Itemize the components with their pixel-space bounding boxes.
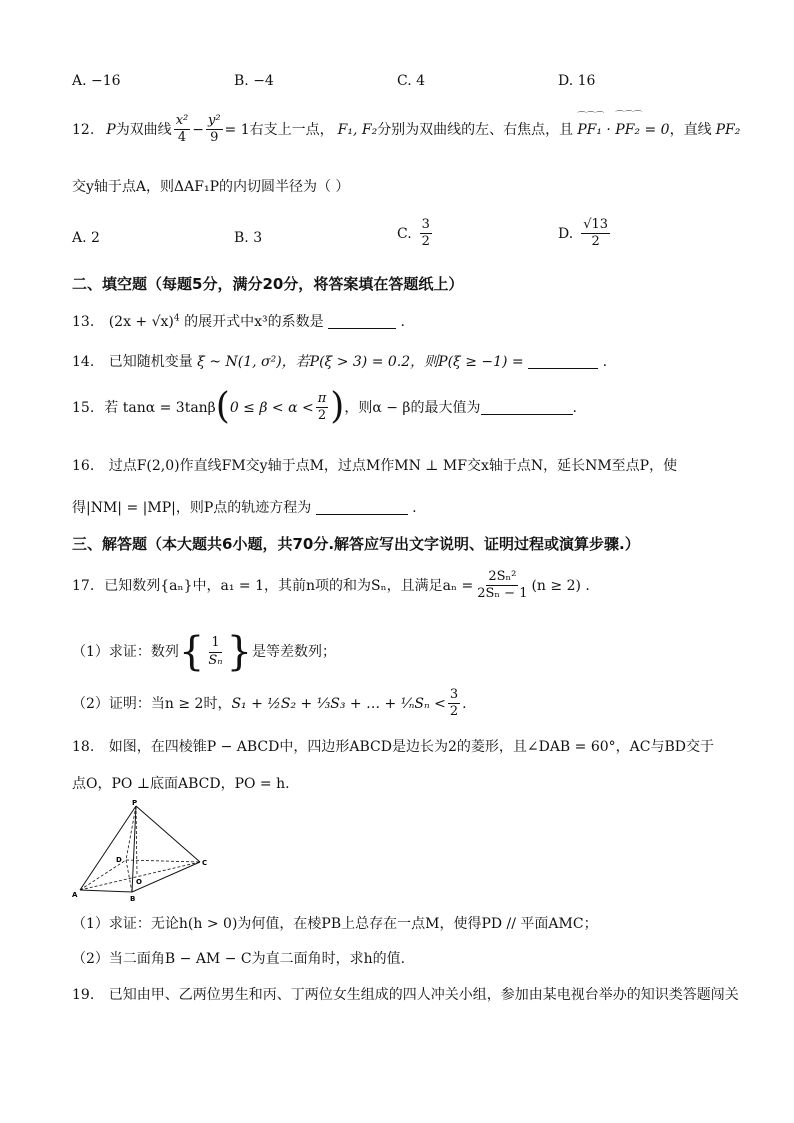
q15-text1: 若 tanα = 3tanβ	[104, 399, 216, 416]
q16-number: 16.	[72, 458, 95, 474]
label-p: P	[132, 799, 138, 807]
q12-text4: ，直线	[669, 121, 712, 138]
q17-part1-suffix: 是等差数列；	[252, 644, 337, 660]
q15-end: .	[572, 399, 577, 416]
q12-option-c-label: C.	[397, 225, 412, 242]
q17-part2-den: 2	[449, 704, 459, 720]
q12-number: 12.	[72, 121, 95, 138]
q12-option-b: B. 3	[234, 230, 263, 246]
q17-stem	[72, 570, 590, 602]
q17-part1-num: 1	[209, 636, 221, 652]
diag-bd	[126, 860, 132, 892]
q17-part2-prefix: （2）证明：当n ≥ 2时，	[72, 695, 232, 712]
q14-answer-blank[interactable]	[528, 354, 598, 369]
q18-part2: （2）当二面角B − AM − C为直二面角时，求h的值.	[72, 951, 406, 967]
q16-line2	[72, 500, 417, 515]
q18-number: 18.	[72, 739, 95, 755]
q17-frac-den: 2Sₙ − 1	[477, 586, 528, 602]
q14-text2: ξ ~ N(1, σ²)，若P(ξ > 3) = 0.2，则P(ξ ≥ −1) =	[197, 354, 524, 370]
q19-text: 已知由甲、乙两位男生和丙、丁两位女生组成的四人冲关小组，参加由某电视台举办的知识类答题闯关	[108, 987, 739, 1003]
q13-text: 的展开式中x³的系数是	[184, 314, 324, 330]
label-d: D	[116, 856, 122, 864]
q12-line2: 交y轴于点A，则ΔAF₁P的内切圆半径为（ ）	[72, 179, 350, 195]
q12-text3: 分别为双曲线的左、右焦点，且	[377, 121, 574, 138]
section3-title: 三、解答题（本大题共6小题，共70分.解答应写出文字说明、证明过程或演算步骤.）	[72, 535, 640, 553]
q13-number: 13.	[72, 314, 95, 330]
q17-part1: （1）求证：数列 { $\frac{1}{\text{Sₙ}}$ } 是等差数列；	[72, 629, 337, 675]
q17-part2-expr: S₁ + ½S₂ + ⅓S₃ + … + ¹⁄ₙSₙ <	[231, 695, 446, 712]
q12-option-c-num: 3	[420, 218, 432, 234]
q12-option-d-num: √13	[581, 218, 610, 234]
q11-option-c: C. 4	[397, 73, 426, 89]
q12-option-d-den: 2	[591, 234, 600, 250]
q13-power: 4	[173, 313, 180, 324]
q17-part2	[72, 688, 467, 720]
q15: 15. 若 tanα = 3tanβ ( 0 ≤ β < α < $\frac{\pi}{2}$ ) ，则α − β的最大值为 .	[72, 386, 577, 428]
q15-text2: ，则α − β的最大值为	[344, 399, 481, 416]
q17-text1: 已知数列{aₙ}中，a₁ = 1，其前n项的和为Sₙ，且满足aₙ =	[104, 577, 474, 594]
q12-text2: 右支上一点，	[249, 121, 334, 138]
q15-pi: π	[316, 392, 329, 408]
edge-po	[136, 806, 137, 875]
q18-part1: （1）求证：无论h(h > 0)为何值，在棱PB上总存在一点M，使得PD // 平面AMC；	[72, 916, 598, 932]
q17-part1-prefix: （1）求证：数列	[72, 644, 179, 660]
edge-pc	[136, 806, 200, 862]
q16-text1: 过点F(2,0)作直线FM交y轴于点M，过点M作MN ⊥ MF交x轴于点N，延长NM至点P，使	[108, 458, 678, 474]
q18-line2: 点O，PO ⊥底面ABCD，PO = h.	[72, 776, 290, 792]
q12-hyperbola-frac-y: $\frac{\text{y²}}{9}$	[207, 113, 221, 146]
q14-text1: 已知随机变量	[108, 354, 193, 370]
q16-end: .	[412, 500, 417, 516]
q12-option-d	[558, 218, 612, 250]
q13-expression: (2x + √x)	[108, 314, 174, 330]
q12-point-p: P	[106, 121, 116, 138]
q11-option-a: A. −16	[72, 73, 121, 89]
q18-text1: 如图，在四棱锥P − ABCD中，四边形ABCD是边长为2的菱形，且∠DAB = 60°，AC与BD交于	[108, 739, 714, 755]
edge-bc	[132, 862, 200, 892]
edge-pa	[80, 806, 136, 890]
label-c: C	[202, 859, 208, 867]
q13	[72, 314, 405, 329]
q17-number: 17.	[72, 577, 95, 594]
q12-option-c-den: 2	[421, 234, 430, 250]
q17-text2: (n ≥ 2) .	[531, 577, 590, 594]
label-o: O	[136, 878, 142, 886]
q13-end: .	[400, 314, 405, 330]
q16-answer-blank[interactable]	[316, 500, 408, 515]
q12-option-a: A. 2	[72, 230, 100, 246]
q14	[72, 354, 607, 369]
q11-option-b: B. −4	[234, 73, 274, 89]
pyramid-figure	[70, 798, 220, 902]
q17-frac-num: 2Sₙ²	[486, 570, 518, 586]
q15-two: 2	[317, 408, 327, 424]
label-a: A	[72, 891, 78, 899]
q16-line1	[72, 459, 677, 473]
q18-line1	[72, 740, 714, 754]
q19-number: 19.	[72, 987, 95, 1003]
q19-line1	[72, 988, 739, 1002]
section2-title: 二、填空题（每题5分，满分20分，将答案填在答题纸上）	[72, 275, 464, 293]
q17-part2-num: 3	[448, 688, 460, 704]
edge-ab	[80, 890, 132, 892]
q11-option-d: D. 16	[558, 73, 596, 89]
q12-option-d-label: D.	[558, 225, 574, 242]
q17-part1-den: Sₙ	[208, 652, 223, 668]
q14-number: 14.	[72, 354, 95, 370]
label-b: B	[130, 895, 136, 902]
q15-condition: 0 ≤ β < α <	[229, 399, 314, 416]
q15-number: 15.	[72, 399, 95, 416]
q17-part2-end: .	[462, 695, 467, 712]
q16-text2: 得|NM| = |MP|，则P点的轨迹方程为	[72, 500, 312, 516]
q13-answer-blank[interactable]	[328, 314, 396, 329]
edge-ad	[80, 860, 126, 890]
q15-answer-blank[interactable]	[481, 400, 573, 415]
q12-option-c	[397, 218, 434, 250]
q12-stem: 12. P 为双曲线 $\frac{\text{x²}}{4}$ − $\frac{\text{y²}}{9}$ = 1 右支上一点， F₁, F₂ 分别为双曲线的左、右焦点，且 ⌒⌒⌒ PF₁ · ⌒⌒⌒ PF₂ = 0 ，直线 PF₂	[72, 110, 741, 146]
q12-text1: 为双曲线	[115, 121, 172, 138]
q14-end: .	[602, 354, 608, 370]
q12-hyperbola-frac-x: $\frac{\text{x²}}{4}$	[175, 113, 189, 146]
